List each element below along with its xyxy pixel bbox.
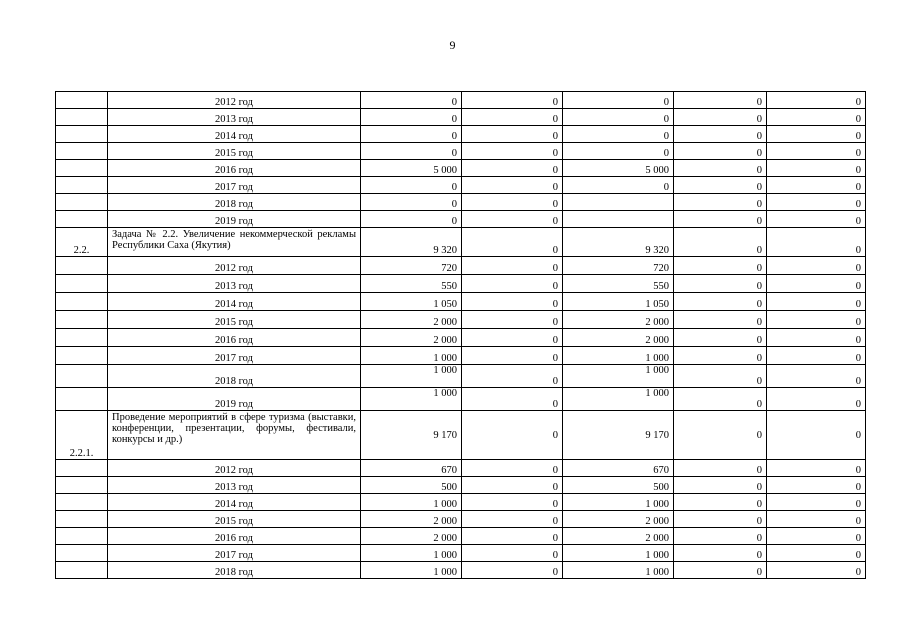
total-value: 9 320	[361, 228, 462, 257]
row-number	[56, 177, 108, 194]
row-number	[56, 528, 108, 545]
republic-value	[563, 388, 674, 411]
total-value	[361, 388, 462, 411]
other-value: 0	[767, 460, 866, 477]
row-label: 2015 год	[108, 311, 361, 329]
total-value: 0	[361, 143, 462, 160]
row-number	[56, 160, 108, 177]
republic-value: 1 000	[563, 562, 674, 579]
row-number	[56, 329, 108, 347]
republic-value: 2 000	[563, 329, 674, 347]
table-row	[56, 211, 866, 228]
local-value: 0	[674, 388, 767, 411]
other-value: 0	[767, 528, 866, 545]
total-value: 0	[361, 177, 462, 194]
row-label: 2016 год	[108, 329, 361, 347]
republic-value: 1 000	[563, 545, 674, 562]
row-number	[56, 347, 108, 365]
other-value: 0	[767, 347, 866, 365]
row-label: 2013 год	[108, 477, 361, 494]
republic-value	[563, 365, 674, 388]
other-value: 0	[767, 388, 866, 411]
row-number	[56, 257, 108, 275]
local-value: 0	[674, 545, 767, 562]
federal-value: 0	[462, 545, 563, 562]
table-row-activity-2-2-1	[56, 411, 866, 460]
row-number	[56, 92, 108, 109]
republic-value: 2 000	[563, 511, 674, 528]
republic-value: 720	[563, 257, 674, 275]
row-label: 2017 год	[108, 347, 361, 365]
republic-value: 2 000	[563, 311, 674, 329]
total-value: 1 050	[361, 293, 462, 311]
row-number	[56, 275, 108, 293]
row-label: 2012 год	[108, 460, 361, 477]
table-row	[56, 477, 866, 494]
local-value: 0	[674, 311, 767, 329]
republic-value: 0	[563, 143, 674, 160]
total-value: 500	[361, 477, 462, 494]
total-value: 0	[361, 194, 462, 211]
table-row	[56, 92, 866, 109]
local-value: 0	[674, 160, 767, 177]
row-number	[56, 143, 108, 160]
republic-value	[563, 194, 674, 211]
local-value: 0	[674, 511, 767, 528]
local-value: 0	[674, 126, 767, 143]
republic-value: 0	[563, 177, 674, 194]
page-number: 9	[449, 38, 456, 52]
other-value: 0	[767, 92, 866, 109]
total-value: 1 000	[361, 545, 462, 562]
row-label: Задача № 2.2. Увеличение некоммерческой рекламы Республики Саха (Якутия)	[108, 228, 361, 257]
table-row	[56, 143, 866, 160]
federal-value: 0	[462, 528, 563, 545]
row-label: 2019 год	[108, 211, 361, 228]
table-row	[56, 460, 866, 477]
republic-value: 9 170	[563, 411, 674, 460]
federal-value: 0	[462, 329, 563, 347]
total-value: 0	[361, 109, 462, 126]
total-value-text: 1 000	[433, 365, 457, 376]
total-value: 2 000	[361, 329, 462, 347]
local-value: 0	[674, 257, 767, 275]
local-value: 0	[674, 562, 767, 579]
federal-value: 0	[462, 211, 563, 228]
table-row	[56, 126, 866, 143]
table-row	[56, 257, 866, 275]
federal-value: 0	[462, 511, 563, 528]
local-value: 0	[674, 228, 767, 257]
table-row	[56, 545, 866, 562]
other-value: 0	[767, 126, 866, 143]
row-label: 2014 год	[108, 494, 361, 511]
local-value: 0	[674, 109, 767, 126]
other-value: 0	[767, 160, 866, 177]
federal-value: 0	[462, 460, 563, 477]
republic-value: 5 000	[563, 160, 674, 177]
other-value: 0	[767, 562, 866, 579]
row-label: 2017 год	[108, 177, 361, 194]
row-number: 2.2.	[56, 228, 108, 257]
republic-value: 500	[563, 477, 674, 494]
republic-value: 0	[563, 92, 674, 109]
other-value: 0	[767, 143, 866, 160]
row-number	[56, 109, 108, 126]
local-value: 0	[674, 92, 767, 109]
other-value: 0	[767, 329, 866, 347]
federal-value: 0	[462, 365, 563, 388]
table-row	[56, 160, 866, 177]
row-number	[56, 460, 108, 477]
republic-value-text: 1 000	[645, 388, 669, 399]
row-label: 2014 год	[108, 293, 361, 311]
row-number	[56, 311, 108, 329]
other-value: 0	[767, 211, 866, 228]
table-row	[56, 347, 866, 365]
total-value: 1 000	[361, 347, 462, 365]
table-row	[56, 329, 866, 347]
other-value: 0	[767, 177, 866, 194]
row-label: Проведение мероприятий в сфере туризма (выставки, конференции, презентации, форумы, фестивали, конкурсы и др.)	[108, 411, 361, 460]
row-number	[56, 293, 108, 311]
local-value: 0	[674, 460, 767, 477]
republic-value: 670	[563, 460, 674, 477]
other-value: 0	[767, 293, 866, 311]
other-value: 0	[767, 494, 866, 511]
row-label: 2018 год	[108, 562, 361, 579]
row-label: 2014 год	[108, 126, 361, 143]
row-number: 2.2.1.	[56, 411, 108, 460]
row-number	[56, 545, 108, 562]
local-value: 0	[674, 211, 767, 228]
row-label: 2016 год	[108, 528, 361, 545]
total-value: 550	[361, 275, 462, 293]
row-number	[56, 511, 108, 528]
total-value-text: 1 000	[433, 388, 457, 399]
row-label: 2015 год	[108, 143, 361, 160]
row-label: 2017 год	[108, 545, 361, 562]
table-row	[56, 311, 866, 329]
row-number	[56, 477, 108, 494]
federal-value: 0	[462, 109, 563, 126]
federal-value: 0	[462, 388, 563, 411]
federal-value: 0	[462, 275, 563, 293]
local-value: 0	[674, 293, 767, 311]
total-value: 0	[361, 92, 462, 109]
total-value: 1 000	[361, 494, 462, 511]
local-value: 0	[674, 365, 767, 388]
total-value: 720	[361, 257, 462, 275]
republic-value: 1 000	[563, 494, 674, 511]
row-label: 2012 год	[108, 257, 361, 275]
other-value: 0	[767, 311, 866, 329]
row-number	[56, 126, 108, 143]
table-row	[56, 275, 866, 293]
federal-value: 0	[462, 411, 563, 460]
row-label: 2013 год	[108, 275, 361, 293]
local-value: 0	[674, 347, 767, 365]
total-value: 0	[361, 211, 462, 228]
total-value: 5 000	[361, 160, 462, 177]
republic-value	[563, 211, 674, 228]
republic-value: 1 050	[563, 293, 674, 311]
other-value: 0	[767, 411, 866, 460]
row-number	[56, 562, 108, 579]
other-value: 0	[767, 257, 866, 275]
table-row	[56, 494, 866, 511]
republic-value: 1 000	[563, 347, 674, 365]
table-row	[56, 511, 866, 528]
republic-value: 0	[563, 109, 674, 126]
total-value: 2 000	[361, 528, 462, 545]
other-value: 0	[767, 511, 866, 528]
federal-value: 0	[462, 177, 563, 194]
republic-value: 9 320	[563, 228, 674, 257]
federal-value: 0	[462, 477, 563, 494]
row-number	[56, 365, 108, 388]
other-value: 0	[767, 477, 866, 494]
federal-value: 0	[462, 562, 563, 579]
total-value: 0	[361, 126, 462, 143]
other-value: 0	[767, 545, 866, 562]
local-value: 0	[674, 528, 767, 545]
federal-value: 0	[462, 160, 563, 177]
other-value: 0	[767, 365, 866, 388]
row-label: 2013 год	[108, 109, 361, 126]
total-value: 2 000	[361, 311, 462, 329]
table-row-task-2-2	[56, 228, 866, 257]
row-label: 2015 год	[108, 511, 361, 528]
other-value: 0	[767, 275, 866, 293]
local-value: 0	[674, 177, 767, 194]
row-label: 2018 год	[108, 365, 361, 388]
total-value: 670	[361, 460, 462, 477]
local-value: 0	[674, 411, 767, 460]
federal-value: 0	[462, 311, 563, 329]
row-label: 2019 год	[108, 388, 361, 411]
federal-value: 0	[462, 347, 563, 365]
row-number	[56, 388, 108, 411]
total-value	[361, 365, 462, 388]
table-row	[56, 109, 866, 126]
local-value: 0	[674, 329, 767, 347]
table-row	[56, 365, 866, 388]
table-row	[56, 562, 866, 579]
republic-value-text: 1 000	[645, 365, 669, 376]
row-label: 2018 год	[108, 194, 361, 211]
local-value: 0	[674, 275, 767, 293]
local-value: 0	[674, 494, 767, 511]
local-value: 0	[674, 143, 767, 160]
total-value: 2 000	[361, 511, 462, 528]
federal-value: 0	[462, 494, 563, 511]
local-value: 0	[674, 477, 767, 494]
federal-value: 0	[462, 293, 563, 311]
budget-table	[55, 91, 866, 579]
row-number	[56, 211, 108, 228]
row-number	[56, 494, 108, 511]
federal-value: 0	[462, 126, 563, 143]
federal-value: 0	[462, 143, 563, 160]
table-row	[56, 293, 866, 311]
republic-value: 550	[563, 275, 674, 293]
table-row	[56, 388, 866, 411]
table-row	[56, 194, 866, 211]
other-value: 0	[767, 228, 866, 257]
total-value: 1 000	[361, 562, 462, 579]
republic-value: 2 000	[563, 528, 674, 545]
other-value: 0	[767, 109, 866, 126]
row-label: 2012 год	[108, 92, 361, 109]
federal-value: 0	[462, 257, 563, 275]
other-value: 0	[767, 194, 866, 211]
local-value: 0	[674, 194, 767, 211]
table-row	[56, 177, 866, 194]
row-number	[56, 194, 108, 211]
total-value: 9 170	[361, 411, 462, 460]
federal-value: 0	[462, 194, 563, 211]
row-label: 2016 год	[108, 160, 361, 177]
republic-value: 0	[563, 126, 674, 143]
table-row	[56, 528, 866, 545]
federal-value: 0	[462, 228, 563, 257]
federal-value: 0	[462, 92, 563, 109]
